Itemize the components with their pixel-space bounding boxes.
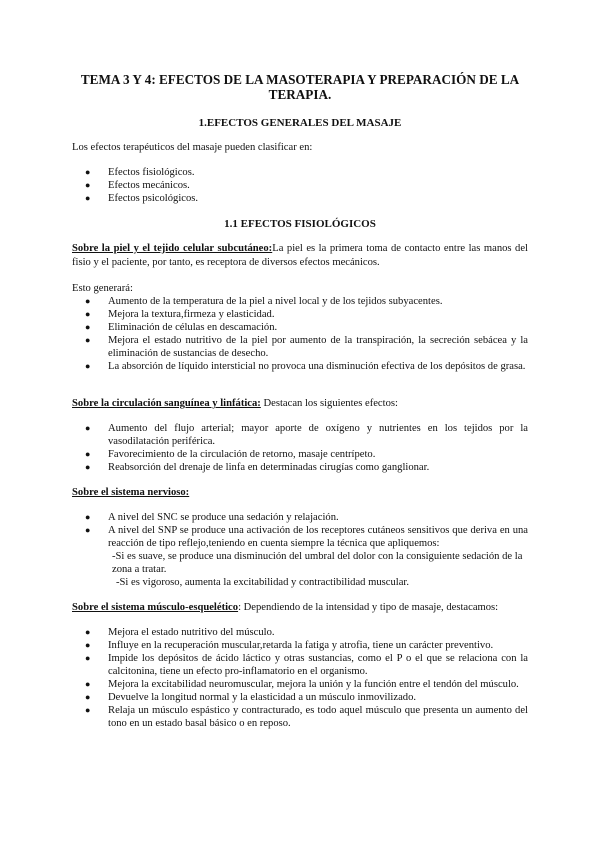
bullet-icon: ● (85, 449, 91, 459)
list-item: ● Devuelve la longitud normal y la elasticidad a un músculo inmovilizado. (85, 692, 417, 703)
nervioso-paragraph (72, 486, 528, 500)
bullet-icon: ● (85, 180, 91, 190)
nervioso-lead: Sobre el sistema nervioso: (72, 487, 190, 498)
list-item: ● Efectos fisiológicos. (85, 167, 195, 178)
list-item: ● Efectos psicológicos. (85, 193, 199, 204)
list-item: ● La absorción de líquido intersticial no provoca una disminución efectiva de los depósitos de grasa. (85, 361, 526, 372)
list-item: ● Favorecimiento de la circulación de retorno, masaje centrípeto. (85, 449, 376, 460)
circulacion-text: Destacan los siguientes efectos: (260, 398, 398, 409)
piel-list (72, 295, 528, 373)
bullet-icon: ● (85, 423, 91, 433)
bullet-icon: ● (85, 335, 91, 345)
bullet-icon: ● (85, 296, 91, 306)
bullet-icon: ● (85, 705, 91, 715)
piel-text: La piel es la primera toma de contacto entre las manos del fisio y el paciente, por tanto, es receptora de diversos efectos mecánicos. (72, 243, 528, 268)
musculo-lead: Sobre el sistema músculo-esquelético (72, 602, 239, 613)
bullet-icon: ● (85, 653, 91, 663)
list-item: ● Mejora la textura,firmeza y elasticidad. (85, 309, 275, 320)
bullet-icon: ● (85, 640, 91, 650)
bullet-icon: ● (85, 512, 91, 522)
list-item: ● Aumento del flujo arterial; mayor aporte de oxígeno y nutrientes en los tejidos por la vasodilatación periférica. (85, 423, 528, 447)
piel-paragraph (72, 242, 528, 270)
section1-list (72, 166, 528, 205)
bullet-icon: ● (85, 309, 91, 319)
nervioso-sub-vigoroso: -Si es vigoroso, aumenta la excitabilidad y contractibilidad muscular. (116, 577, 410, 588)
list-item: ● Efectos mecánicos. (85, 180, 190, 191)
circulacion-paragraph (72, 397, 528, 411)
bullet-icon: ● (85, 525, 91, 535)
bullet-icon: ● (85, 462, 91, 472)
piel-intro: Esto generará: (72, 283, 133, 294)
bullet-icon: ● (85, 679, 91, 689)
list-item: ● Aumento de la temperatura de la piel a nivel local y de los tejidos subyacentes. (85, 296, 443, 307)
bullet-icon: ● (85, 322, 91, 332)
list-item: ● Eliminación de células en descamación. (85, 322, 278, 333)
bullet-icon: ● (85, 193, 91, 203)
list-item: ● Mejora la excitabilidad neuromuscular, mejora la unión y la función entre el tendón del músculo. (85, 679, 519, 690)
list-item: ● Impide los depósitos de ácido láctico y otras sustancias, como el P o el que se relaciona con la calcitonina, tiene un efecto pro-inflamatorio en el organismo. (85, 653, 528, 677)
circulacion-list (72, 422, 528, 474)
list-item: ● Mejora el estado nutritivo de la piel por aumento de la transpiración, la secreción sebácea y la eliminación de sustancias de desecho. (85, 335, 528, 359)
piel-lead: Sobre la piel y el tejido celular subcutáneo: (72, 243, 273, 254)
bullet-icon: ● (85, 361, 91, 371)
bullet-icon: ● (85, 692, 91, 702)
musculo-text: : Dependiendo de la intensidad y tipo de masaje, destacamos: (238, 602, 499, 613)
musculo-list (72, 626, 528, 730)
bullet-icon: ● (85, 627, 91, 637)
list-item: ● A nivel del SNP se produce una activación de los receptores cutáneos sensitivos que deriva en una reacción de tipo reflejo,teniendo en cuenta siempre la técnica que apliquemos: (85, 525, 528, 549)
list-item: ● Reabsorción del drenaje de linfa en determinadas cirugías como ganglionar. (85, 462, 430, 473)
musculo-paragraph (72, 601, 528, 615)
document-title: TEMA 3 Y 4: EFECTOS DE LA MASOTERAPIA Y PREPARACIÓN DE LA TERAPIA. (80, 72, 520, 102)
bullet-icon: ● (85, 167, 91, 177)
section1-intro: Los efectos terapéuticos del masaje pueden clasificar en: (72, 142, 313, 153)
list-item: ● Influye en la recuperación muscular,retarda la fatiga y atrofia, tiene un carácter preventivo. (85, 640, 494, 651)
circulacion-lead: Sobre la circulación sanguínea y linfática: (72, 398, 261, 409)
list-item: ● A nivel del SNC se produce una sedación y relajación. (85, 512, 339, 523)
nervioso-list (72, 511, 528, 550)
list-item: ● Relaja un músculo espástico y contracturado, es todo aquel músculo que presenta un aumento del tono en un estado basal básico o en reposo. (85, 705, 528, 729)
list-item: ● Mejora el estado nutritivo del músculo. (85, 627, 275, 638)
section-heading-efectos-fisiologicos: 1.1 EFECTOS FISIOLÓGICOS (224, 218, 376, 230)
section-heading-efectos-generales: 1.EFECTOS GENERALES DEL MASAJE (198, 117, 402, 129)
nervioso-sub-suave: -Si es suave, se produce una disminución del umbral del dolor con la consiguiente sedación de la zona a tratar. (112, 551, 523, 575)
